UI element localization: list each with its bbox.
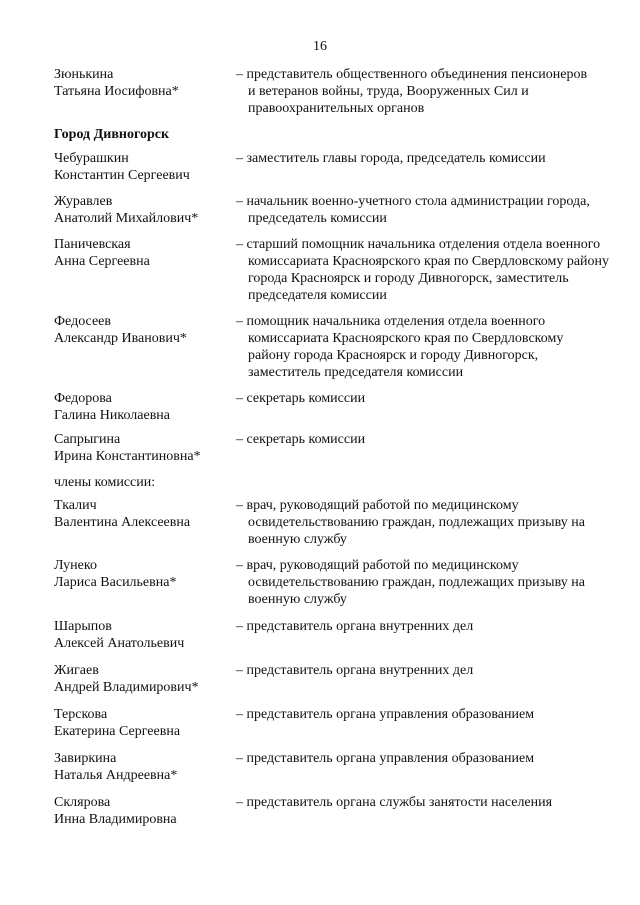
entry-role: – секретарь комиссии [236,391,366,406]
member-role: – представитель органа управления образованием [236,751,535,766]
member-role: – врач, руководящий работой по медицинскому освидетельствованию граждан, подлежащих призыву на военную службу [236,498,585,547]
entry-name: Федорова Галина Николаевна [54,391,171,423]
members-label: члены комиссии: [54,475,156,490]
entry-role: – представитель общественного объединения пенсионеров и ветеранов войны, труда, Вооруженных Сил и правоохранительных органов [236,67,588,116]
member-name: Шарыпов Алексей Анатольевич [54,619,185,651]
member-name: Ткалич Валентина Алексеевна [54,498,191,530]
member-role: – представитель органа внутренних дел [236,663,474,678]
entry-role: – заместитель главы города, председатель комиссии [236,151,546,166]
entry-role: – помощник начальника отделения отдела военного комиссариата Красноярского края по Свердловскому району города Красноярск и городу Дивногорск, заместитель председателя комиссии [236,314,564,380]
member-role: – представитель органа службы занятости населения [236,795,553,810]
entry-name: Федосеев Александр Иванович* [54,314,187,346]
entry-name: Чебурашкин Константин Сергеевич [54,151,190,183]
member-name: Лунеко Лариса Васильевна* [54,558,177,590]
member-name: Завиркина Наталья Андреевна* [54,751,178,783]
entry-name: Сапрыгина Ирина Константиновна* [54,432,201,464]
member-name: Терскова Екатерина Сергеевна [54,707,181,739]
member-role: – врач, руководящий работой по медицинскому освидетельствованию граждан, подлежащих призыву на военную службу [236,558,585,607]
entry-name: Журавлев Анатолий Михайлович* [54,194,199,226]
entry-role: – начальник военно-учетного стола администрации города, председатель комиссии [236,194,590,226]
page-number: 16 [313,39,327,54]
entry-role: – старший помощник начальника отделения отдела военного комиссариата Красноярского края по Свердловскому району города Красноярск и городу Дивногорск, заместитель председателя комиссии [236,237,610,303]
entry-name: Паничевская Анна Сергеевна [54,237,150,269]
section-heading: Город Дивногорск [54,127,170,142]
member-name: Жигаев Андрей Владимирович* [54,663,199,695]
member-role: – представитель органа управления образованием [236,707,535,722]
entry-name: Зюнькина Татьяна Иосифовна* [54,67,179,99]
member-name: Склярова Инна Владимировна [54,795,177,827]
entry-role: – секретарь комиссии [236,432,366,447]
member-role: – представитель органа внутренних дел [236,619,474,634]
